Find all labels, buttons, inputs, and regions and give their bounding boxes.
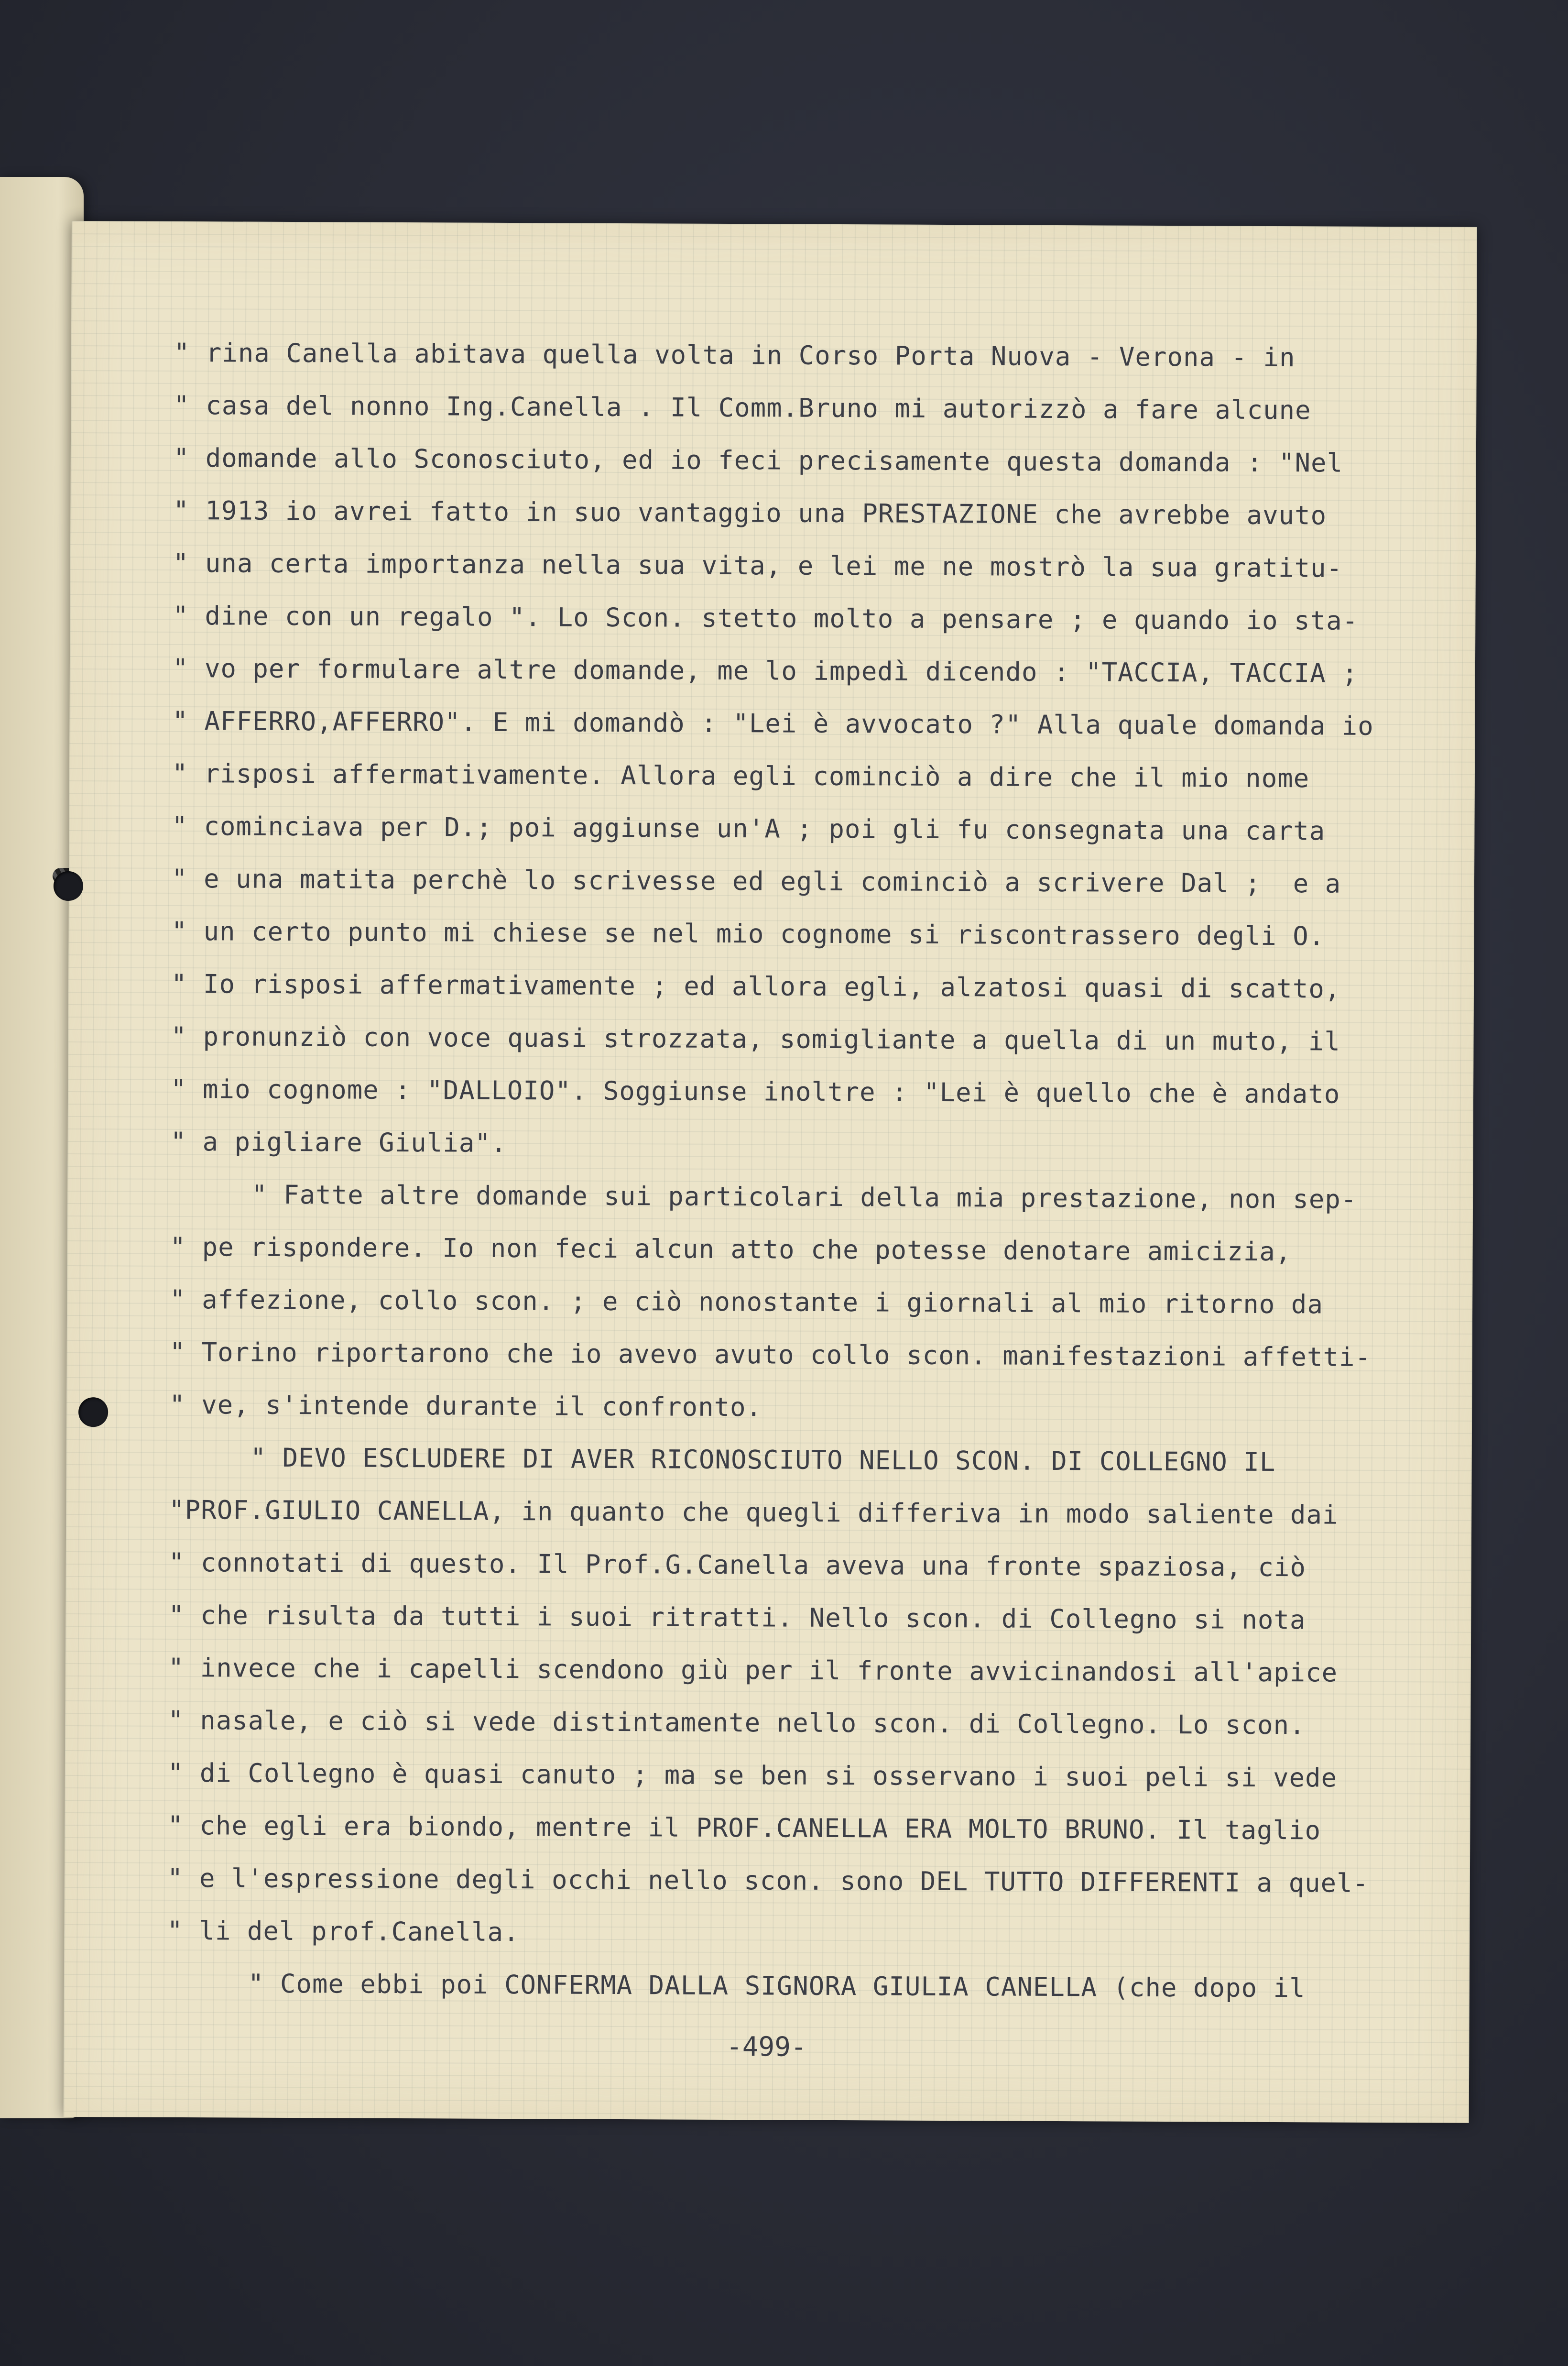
text-line: " un certo punto mi chiese se nel mio cognome si riscontrassero degli O. xyxy=(171,916,1325,952)
text-line: " 1913 io avrei fatto in suo vantaggio una PRESTAZIONE che avrebbe avuto xyxy=(173,495,1327,531)
paragraph-start-line: " Come ebbi poi CONFERMA DALLA SIGNORA GIULIA CANELLA (che dopo il xyxy=(248,1968,1306,2004)
text-line: " che risulta da tutti i suoi ritratti. Nello scon. di Collegno si nota xyxy=(168,1599,1306,1635)
text-line: " vo per formulare altre domande, me lo impedì dicendo : "TACCIA, TACCIA ; xyxy=(172,653,1358,689)
document-body xyxy=(167,327,1446,2015)
text-line: " affezione, collo scon. ; e ciò nonostante i giornali al mio ritorno da xyxy=(170,1284,1324,1320)
typewritten-page xyxy=(64,221,1477,2123)
text-line: " AFFERRO,AFFERRO". E mi domandò : "Lei è avvocato ?" Alla quale domanda io xyxy=(172,705,1374,741)
page-number: -499- xyxy=(726,2031,807,2063)
text-line: " pronunziò con voce quasi strozzata, somigliante a quella di un muto, il xyxy=(171,1021,1340,1057)
paragraph-start-line: " DEVO ESCLUDERE DI AVER RICONOSCIUTO NELLO SCON. DI COLLEGNO IL xyxy=(250,1442,1276,1478)
text-line: " e l'espressione degli occhi nello scon. sono DEL TUTTO DIFFERENTI a quel- xyxy=(167,1862,1369,1898)
text-line: " casa del nonno Ing.Canella . Il Comm.Bruno mi autorizzò a fare alcune xyxy=(174,390,1311,426)
text-line: " connotati di questo. Il Prof.G.Canella aveva una fronte spaziosa, ciò xyxy=(168,1547,1307,1583)
text-line: " Io risposi affermativamente ; ed allora egli, alzatosi quasi di scatto, xyxy=(171,968,1341,1004)
text-line: " Torino riportarono che io avevo avuto collo scon. manifestazioni affetti- xyxy=(169,1336,1372,1372)
text-line: " di Collegno è quasi canuto ; ma se ben si osservano i suoi peli si vede xyxy=(167,1757,1338,1793)
paragraph-start-line: " Fatte altre domande sui particolari della mia prestazione, non sep- xyxy=(251,1179,1357,1215)
text-line: " li del prof.Canella. xyxy=(167,1915,520,1948)
text-line: " invece che i capelli scendono giù per il fronte avvicinandosi all'apice xyxy=(168,1652,1338,1688)
text-line: " nasale, e ciò si vede distintamente nello scon. di Collegno. Lo scon. xyxy=(168,1705,1306,1741)
text-line: "PROF.GIULIO CANELLA, in quanto che quegli differiva in modo saliente dai xyxy=(169,1494,1339,1530)
text-line: " a pigliare Giulia". xyxy=(170,1126,507,1158)
text-line: " e una matita perchè lo scrivesse ed egli cominciò a scrivere Dal ; e a xyxy=(171,863,1341,899)
text-line: " cominciava per D.; poi aggiunse un'A ; poi gli fu consegnata una carta xyxy=(172,811,1326,846)
text-line: " pe rispondere. Io non feci alcun atto che potesse denotare amicizia, xyxy=(170,1231,1292,1267)
binding-hole-top xyxy=(54,871,83,901)
text-line: " mio cognome : "DALLOIO". Soggiunse inoltre : "Lei è quello che è andato xyxy=(170,1073,1340,1109)
text-line: " rina Canella abitava quella volta in Corso Porta Nuova - Verona - in xyxy=(174,337,1296,373)
text-line: " ve, s'intende durante il confronto. xyxy=(169,1389,762,1423)
text-line: " domande allo Sconosciuto, ed io feci precisamente questa domanda : "Nel xyxy=(173,442,1343,478)
text-line: " che egli era biondo, mentre il PROF.CANELLA ERA MOLTO BRUNO. Il taglio xyxy=(167,1810,1321,1846)
text-line: " dine con un regalo ". Lo Scon. stetto molto a pensare ; e quando io sta- xyxy=(173,600,1359,636)
text-line: " una certa importanza nella sua vita, e lei me ne mostrò la sua gratitu- xyxy=(173,548,1343,583)
text-line: " risposi affermativamente. Allora egli cominciò a dire che il mio nome xyxy=(172,758,1310,794)
binding-hole-bottom xyxy=(78,1397,108,1427)
